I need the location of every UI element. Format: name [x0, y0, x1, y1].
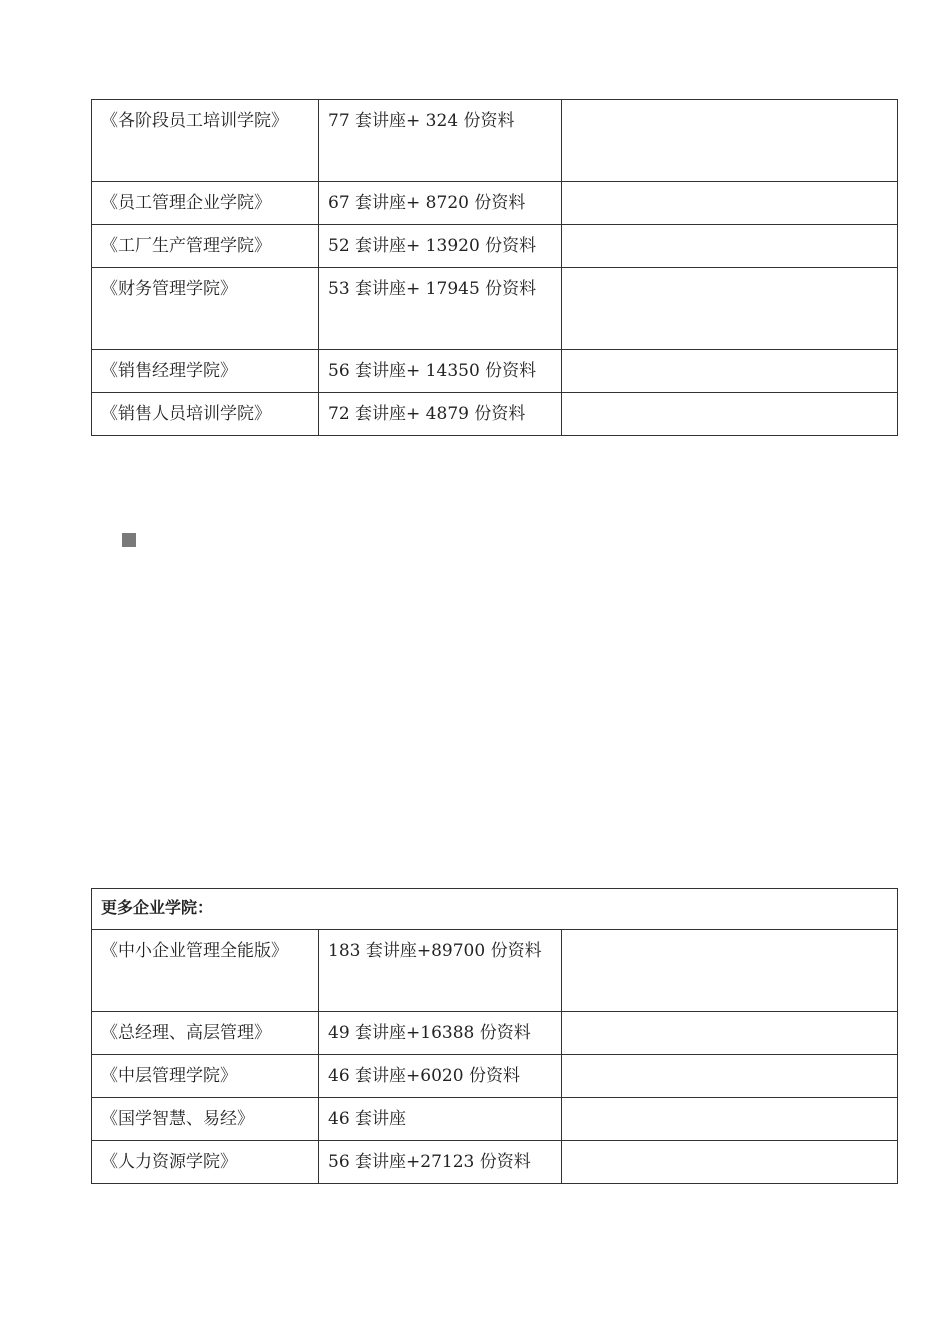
academy-detail: 183 套讲座+89700 份资料	[328, 941, 542, 961]
academy-note-cell	[562, 1012, 898, 1055]
academy-note-cell	[562, 1098, 898, 1141]
academy-detail: 49 套讲座+16388 份资料	[328, 1023, 531, 1043]
academy-detail-cell	[319, 1012, 562, 1055]
table-row	[92, 1098, 898, 1141]
academy-name-cell	[92, 1055, 319, 1098]
academy-detail-cell	[319, 100, 562, 182]
academy-name: 《财务管理学院》	[101, 279, 237, 299]
academy-name: 《工厂生产管理学院》	[101, 236, 271, 256]
academy-detail: 52 套讲座+ 13920 份资料	[328, 236, 537, 256]
academy-table-1	[91, 99, 898, 436]
academy-detail: 56 套讲座+ 14350 份资料	[328, 361, 537, 381]
table-header-title: 更多企业学院：	[101, 898, 214, 917]
academy-name-cell	[92, 268, 319, 350]
table-row	[92, 393, 898, 436]
academy-detail: 46 套讲座+6020 份资料	[328, 1066, 520, 1086]
academy-note-cell	[562, 225, 898, 268]
table-row	[92, 350, 898, 393]
academy-name: 《各阶段员工培训学院》	[101, 111, 288, 131]
academy-name-cell	[92, 393, 319, 436]
academy-detail-cell	[319, 1141, 562, 1184]
academy-name-cell	[92, 1012, 319, 1055]
academy-detail-cell	[319, 1055, 562, 1098]
academy-name: 《人力资源学院》	[101, 1152, 237, 1172]
academy-table-2	[91, 888, 898, 1184]
academy-detail-cell	[319, 182, 562, 225]
academy-detail-cell	[319, 225, 562, 268]
table-row	[92, 1012, 898, 1055]
academy-detail: 46 套讲座	[328, 1109, 407, 1129]
academy-name: 《总经理、高层管理》	[101, 1023, 271, 1043]
academy-note-cell	[562, 182, 898, 225]
academy-name-cell	[92, 225, 319, 268]
academy-name: 《中小企业管理全能版》	[101, 941, 288, 961]
table-header-cell	[92, 889, 898, 930]
academy-detail-cell	[319, 930, 562, 1012]
academy-note-cell	[562, 393, 898, 436]
academy-detail-cell	[319, 393, 562, 436]
academy-detail: 72 套讲座+ 4879 份资料	[328, 404, 526, 424]
academy-name-cell	[92, 350, 319, 393]
table-row	[92, 930, 898, 1012]
academy-detail: 67 套讲座+ 8720 份资料	[328, 193, 526, 213]
table-row	[92, 100, 898, 182]
table-row	[92, 225, 898, 268]
table-header-row	[92, 889, 898, 930]
academy-detail: 56 套讲座+27123 份资料	[328, 1152, 531, 1172]
academy-note-cell	[562, 268, 898, 350]
table-row	[92, 1141, 898, 1184]
academy-detail: 53 套讲座+ 17945 份资料	[328, 279, 537, 299]
academy-name-cell	[92, 100, 319, 182]
academy-name: 《国学智慧、易经》	[101, 1109, 254, 1129]
academy-detail-cell	[319, 1098, 562, 1141]
academy-name-cell	[92, 1098, 319, 1141]
academy-name-cell	[92, 182, 319, 225]
academy-name: 《销售人员培训学院》	[101, 404, 271, 424]
academy-detail-cell	[319, 350, 562, 393]
academy-detail: 77 套讲座+ 324 份资料	[328, 111, 515, 131]
table-row	[92, 268, 898, 350]
academy-name: 《销售经理学院》	[101, 361, 237, 381]
academy-note-cell	[562, 1141, 898, 1184]
academy-name: 《员工管理企业学院》	[101, 193, 271, 213]
academy-name-cell	[92, 1141, 319, 1184]
academy-note-cell	[562, 100, 898, 182]
academy-note-cell	[562, 1055, 898, 1098]
academy-name-cell	[92, 930, 319, 1012]
academy-detail-cell	[319, 268, 562, 350]
table-row	[92, 182, 898, 225]
academy-note-cell	[562, 930, 898, 1012]
table-row	[92, 1055, 898, 1098]
academy-name: 《中层管理学院》	[101, 1066, 237, 1086]
square-bullet-icon	[122, 533, 136, 547]
academy-note-cell	[562, 350, 898, 393]
